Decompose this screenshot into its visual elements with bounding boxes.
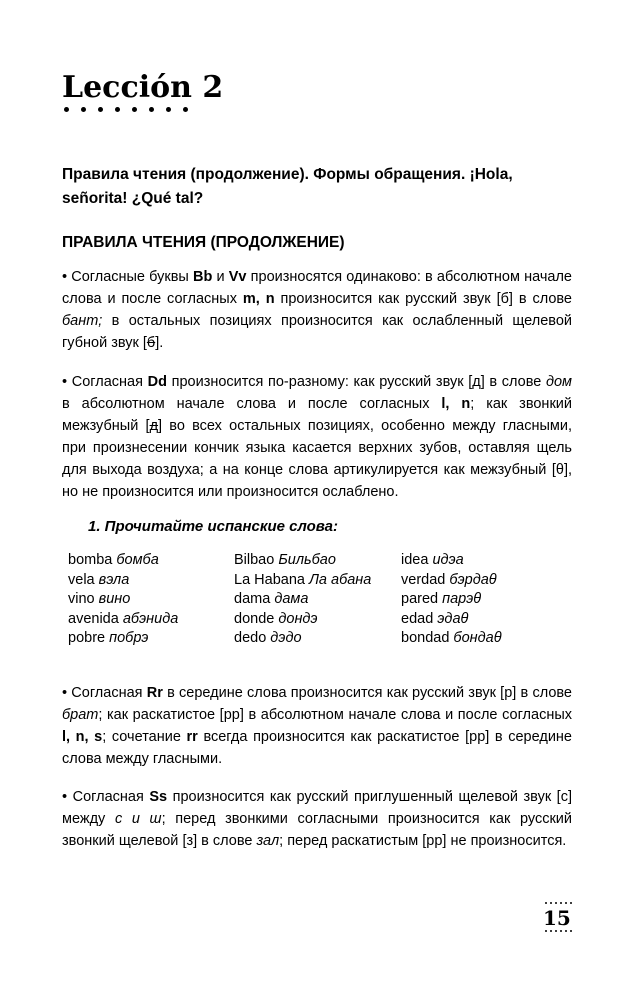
lesson-subtitle: Правила чтения (продолжение). Формы обращения. ¡Hola, señorita! ¿Qué tal?: [62, 166, 513, 207]
title-dots-divider: [64, 107, 188, 112]
page-number: 15: [543, 906, 571, 930]
word-item: Bilbao Бильбао: [234, 552, 336, 568]
paragraph-bb-vv: • Согласные буквы Bb и Vv произносятся одинаково: в абсолютном начале слова и после согласных m, n произносится как русский звук [б] в слове бант; в остальных позициях произносится как ослабленный щелевой губной звук [б].: [62, 269, 572, 351]
word-item: La Habana Ла абана: [234, 571, 372, 588]
page-number-dots-bottom: [545, 930, 572, 932]
word-item: idea идэа: [401, 552, 464, 568]
paragraph-rr: • Согласная Rr в середине слова произносится как русский звук [р] в слове брат; как раскатистое [рр] в абсолютном начале слова и после согласных l, n, s; сочетание rr всегда произносится как раскатистое [рр] в середине слова между гласными.: [62, 685, 572, 767]
paragraph-dd: • Согласная Dd произносится по-разному: как русский звук [д] в слове дом в абсолютном начале слова и после согласных l, n; как звонкий межзубный [д] во всех остальных позициях, особенно между гласными, при произнесении кончик языка касается верхних зубов, оставляя щель для выхода воздуха; а на конце слова артикулируется как межзубный [θ], но не произносится или произносится ослаблено.: [62, 374, 572, 500]
word-item: edad эдаθ: [401, 610, 469, 627]
word-column-3: [401, 551, 502, 649]
lesson-title: Lección 2: [62, 70, 224, 105]
word-item: verdad бэрдаθ: [401, 571, 497, 588]
page-number-dots-top: [545, 902, 572, 904]
section-title: ПРАВИЛА ЧТЕНИЯ (ПРОДОЛЖЕНИЕ): [62, 234, 345, 251]
word-item: vino вино: [68, 591, 131, 607]
word-column-1: [68, 551, 178, 649]
word-item: avenida абэнида: [68, 610, 179, 627]
word-item: vela вэла: [68, 571, 130, 588]
word-item: donde дондэ: [234, 610, 318, 627]
word-item: dedo дэдо: [234, 630, 302, 646]
word-item: bomba бомба: [68, 552, 159, 568]
word-item: bondad бондаθ: [401, 630, 502, 646]
word-item: pobre побрэ: [68, 630, 149, 646]
word-column-2: [234, 551, 371, 649]
paragraph-ss: • Согласная Ss произносится как русский приглушенный щелевой звук [с] между с и ш; перед звонкими согласными произносится как русский звонкий щелевой [з] в слове зал; перед раскатистым [рр] не произносится.: [62, 789, 572, 849]
word-item: dama дама: [234, 591, 309, 607]
exercise-title: 1. Прочитайте испанские слова:: [88, 518, 338, 535]
word-item: pared парэθ: [401, 591, 482, 607]
